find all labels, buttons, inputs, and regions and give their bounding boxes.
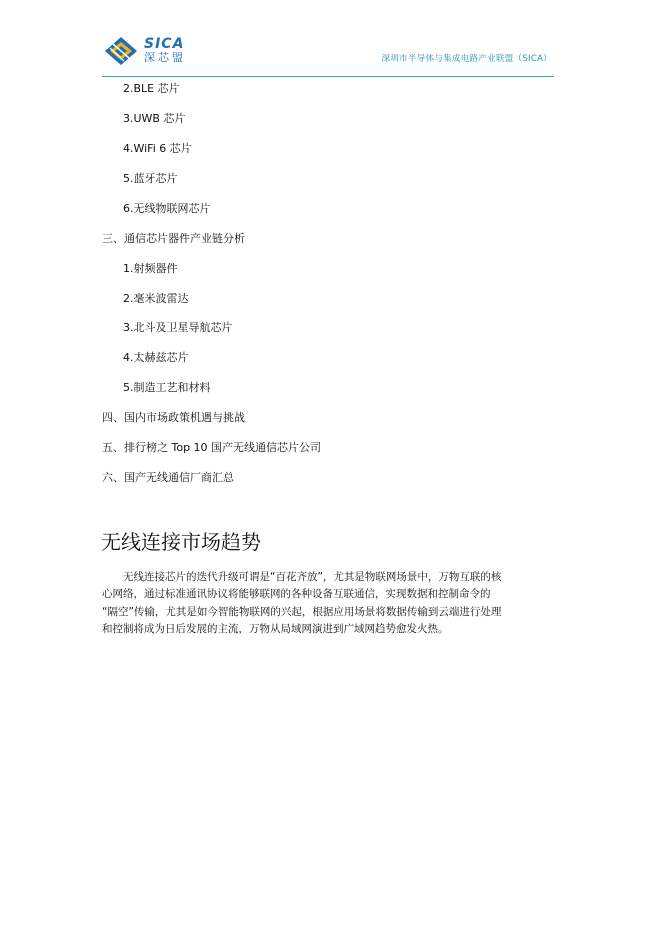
page-header (0, 0, 662, 80)
toc-item[interactable]: 3.UWB 芯片 (123, 112, 186, 125)
paragraph-line: 无线连接芯片的迭代升级可谓是“百花齐放”，尤其是物联网场景中，万物互联的核 (123, 571, 502, 583)
paragraph-line: 和控制将成为日后发展的主流，万物从局域网演进到广域网趋势愈发火热。 (102, 623, 449, 636)
toc-item[interactable]: 2.毫米波雷达 (123, 292, 189, 305)
toc-item[interactable]: 五、排行榜之 Top 10 国产无线通信芯片公司 (102, 441, 322, 454)
logo-en-text: SICA (144, 36, 185, 52)
section-paragraph (102, 569, 564, 639)
toc-item[interactable]: 5.蓝牙芯片 (123, 172, 178, 185)
toc-item[interactable]: 三、通信芯片器件产业链分析 (102, 232, 245, 245)
toc-item[interactable]: 1.射频器件 (123, 262, 178, 275)
toc-item[interactable]: 3.北斗及卫星导航芯片 (123, 321, 233, 334)
paragraph-line: 心网络，通过标准通讯协议将能够联网的各种设备互联通信，实现数据和控制命令的 (102, 588, 491, 601)
sica-logo-icon (104, 36, 138, 66)
organization-name: 深圳市半导体与集成电路产业联盟（SICA） (381, 54, 552, 64)
toc-item[interactable]: 4.太赫兹芯片 (123, 351, 189, 364)
toc-item[interactable]: 六、国产无线通信厂商汇总 (102, 471, 234, 484)
header-divider (102, 76, 554, 77)
paragraph-line: “隔空”传输，尤其是如今智能物联网的兴起，根据应用场景将数据传输到云端进行处理 (102, 605, 502, 618)
toc-item[interactable]: 4.WiFi 6 芯片 (123, 142, 192, 155)
toc-item[interactable]: 四、国内市场政策机遇与挑战 (102, 411, 245, 424)
toc-item[interactable]: 5.制造工艺和材料 (123, 381, 211, 394)
logo-cn-text: 深芯盟 (144, 51, 186, 64)
logo-wordmark (144, 36, 186, 64)
toc-item[interactable]: 6.无线物联网芯片 (123, 202, 211, 215)
toc-item[interactable]: 2.BLE 芯片 (123, 82, 180, 95)
section-heading: 无线连接市场趋势 (101, 530, 261, 554)
